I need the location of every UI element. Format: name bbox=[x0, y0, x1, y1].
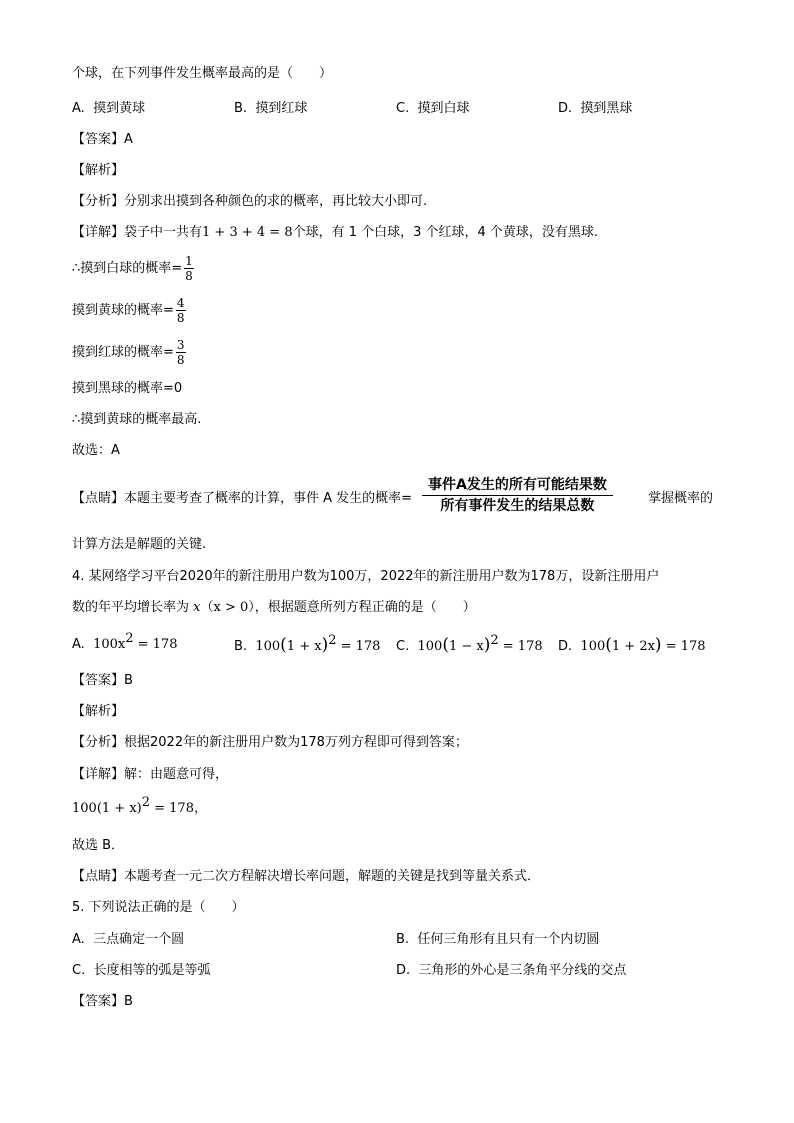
q5-option-c: C. 长度相等的弧是等弧 bbox=[72, 963, 211, 978]
q3-answer: 【答案】A bbox=[72, 132, 133, 147]
q3-comment-end: 计算方法是解题的关键. bbox=[72, 537, 207, 552]
red-fraction: $\frac{3}{8}$ bbox=[176, 338, 185, 367]
q3-red-prob: 摸到红球的概率= $\frac{3}{8}$ bbox=[72, 338, 185, 367]
q3-option-b: B. 摸到红球 bbox=[234, 101, 308, 116]
q3-comment: 【点睛】本题主要考查了概率的计算，事件 A 发生的概率= bbox=[72, 491, 413, 506]
q4-answer: 【答案】B bbox=[72, 673, 133, 688]
q3-option-d: D. 摸到黑球 bbox=[558, 101, 633, 116]
q3-option-c: C. 摸到白球 bbox=[396, 101, 470, 116]
q4-choice: 故选 B． bbox=[72, 838, 125, 853]
q3-option-a: A. 摸到黄球 bbox=[72, 101, 146, 116]
q4-option-b: B. $100(1 + x)^2 = 178$ bbox=[234, 633, 381, 655]
q4-option-a: A. $100x^2 = 178$ bbox=[72, 631, 178, 652]
q5-option-a: A. 三点确定一个圆 bbox=[72, 932, 185, 947]
white-fraction: $\frac{1}{8}$ bbox=[185, 254, 193, 283]
q4-fenxi: 【分析】根据2022年的新注册用户数为178万列方程即可得到答案； bbox=[72, 735, 468, 750]
q3-white-prob: ∴摸到白球的概率= $\frac{1}{8}$ bbox=[72, 254, 193, 283]
q4-detail: 【详解】解：由题意可得， bbox=[72, 767, 229, 782]
yellow-fraction: $\frac{4}{8}$ bbox=[176, 296, 185, 325]
q3-comment-tail: 掌握概率的 bbox=[648, 491, 714, 506]
q4-equation: $100(1 + x)^2 = 178$， bbox=[72, 795, 207, 816]
q5-answer: 【答案】B bbox=[72, 994, 133, 1009]
q5-stem: 5. 下列说法正确的是（ ） bbox=[72, 900, 245, 915]
q4-stem-line1: 4. 某网络学习平台2020年的新注册用户数为100万，2022年的新注册用户数为178万，设新注册用户 bbox=[72, 569, 660, 584]
q4-stem-line2: 数的年平均增长率为 x（x > 0），根据题意所列方程正确的是（ ） bbox=[72, 600, 476, 615]
q3-detail: 【详解】袋子中一共有1 + 3 + 4 = 8个球，有 1 个白球，3 个红球，4 个黄球，没有黑球. bbox=[72, 225, 599, 240]
q4-option-d: D. 100(1 + 2x) = 178 bbox=[558, 635, 706, 655]
q3-black-prob: 摸到黑球的概率=0 bbox=[72, 381, 183, 396]
q3-analysis-heading: 【解析】 bbox=[72, 163, 125, 178]
probability-formula-fraction: 事件A发生的所有可能结果数 所有事件发生的结果总数 bbox=[422, 476, 613, 515]
q4-analysis-heading: 【解析】 bbox=[72, 704, 125, 719]
q5-option-b: B. 任何三角形有且只有一个内切圆 bbox=[396, 932, 600, 947]
q3-fenxi: 【分析】分别求出摸到各种颜色的求的概率，再比较大小即可. bbox=[72, 194, 428, 209]
q5-option-d: D. 三角形的外心是三条角平分线的交点 bbox=[396, 963, 627, 978]
q4-comment: 【点睛】本题考查一元二次方程解决增长率问题，解题的关键是找到等量关系式． bbox=[72, 869, 541, 884]
q3-conclusion: ∴摸到黄球的概率最高. bbox=[72, 412, 202, 427]
q3-yellow-prob: 摸到黄球的概率= $\frac{4}{8}$ bbox=[72, 296, 185, 325]
q3-stem: 个球，在下列事件发生概率最高的是（ ） bbox=[72, 66, 333, 81]
q4-option-c: C. $100(1 - x)^2 = 178$ bbox=[396, 633, 543, 655]
q3-choice: 故选：A bbox=[72, 443, 120, 458]
